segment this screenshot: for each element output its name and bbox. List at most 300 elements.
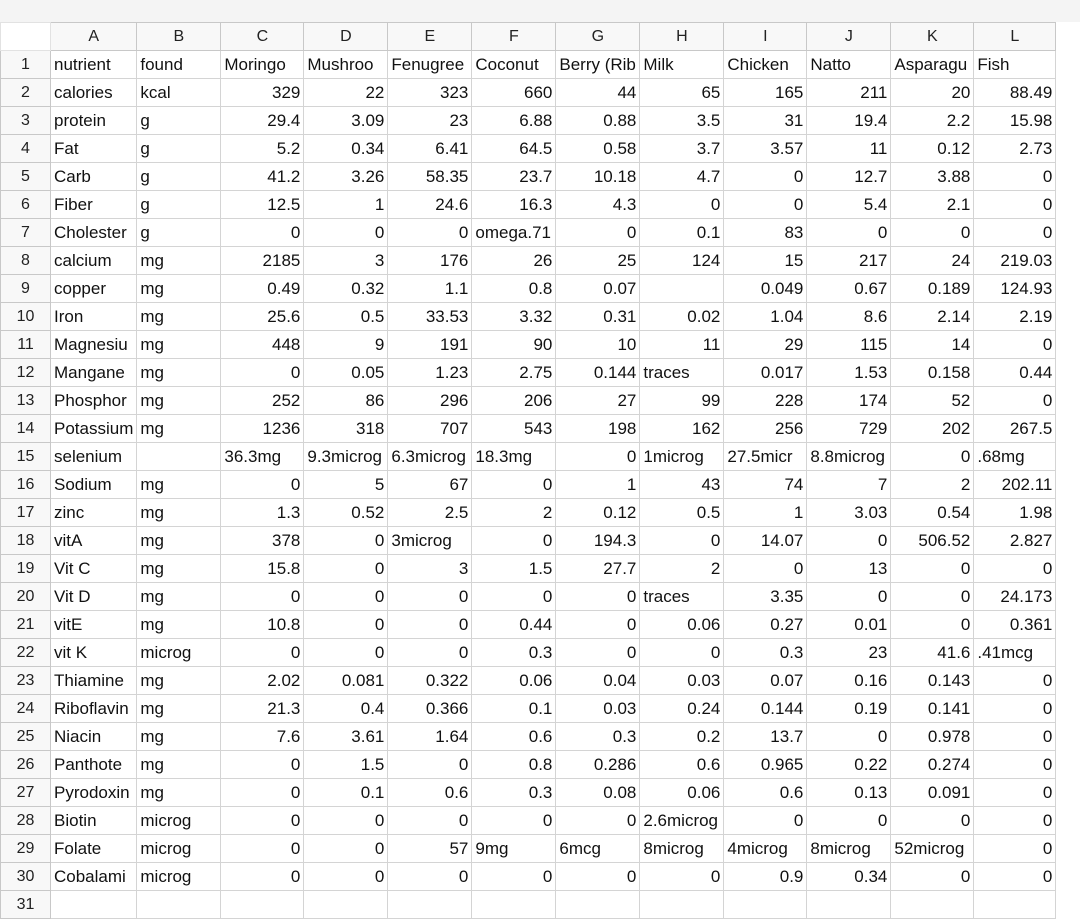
cell-i23[interactable]: 0.07 <box>724 667 807 695</box>
cell-e28[interactable]: 0 <box>388 807 472 835</box>
cell-f18[interactable]: 0 <box>472 527 556 555</box>
cell-a31[interactable] <box>51 891 137 919</box>
cell-a19[interactable]: Vit C <box>51 555 137 583</box>
cell-c1[interactable]: Moringo <box>221 51 304 79</box>
row-header[interactable]: 10 <box>1 303 51 331</box>
cell-d21[interactable]: 0 <box>304 611 388 639</box>
cell-l6[interactable]: 0 <box>974 191 1056 219</box>
cell-j22[interactable]: 23 <box>807 639 891 667</box>
cell-k17[interactable]: 0.54 <box>891 499 974 527</box>
cell-c8[interactable]: 2185 <box>221 247 304 275</box>
cell-k24[interactable]: 0.141 <box>891 695 974 723</box>
cell-c2[interactable]: 329 <box>221 79 304 107</box>
cell-h9[interactable] <box>640 275 724 303</box>
cell-h13[interactable]: 99 <box>640 387 724 415</box>
cell-f6[interactable]: 16.3 <box>472 191 556 219</box>
cell-l11[interactable]: 0 <box>974 331 1056 359</box>
cell-d12[interactable]: 0.05 <box>304 359 388 387</box>
cell-i19[interactable]: 0 <box>724 555 807 583</box>
cell-j24[interactable]: 0.19 <box>807 695 891 723</box>
cell-c3[interactable]: 29.4 <box>221 107 304 135</box>
cell-i2[interactable]: 165 <box>724 79 807 107</box>
cell-l2[interactable]: 88.49 <box>974 79 1056 107</box>
cell-g13[interactable]: 27 <box>556 387 640 415</box>
row-header[interactable]: 8 <box>1 247 51 275</box>
cell-k3[interactable]: 2.2 <box>891 107 974 135</box>
cell-a2[interactable]: calories <box>51 79 137 107</box>
cell-b5[interactable]: g <box>137 163 221 191</box>
cell-i14[interactable]: 256 <box>724 415 807 443</box>
cell-d23[interactable]: 0.081 <box>304 667 388 695</box>
cell-f16[interactable]: 0 <box>472 471 556 499</box>
column-header-f[interactable]: F <box>472 23 556 51</box>
cell-f19[interactable]: 1.5 <box>472 555 556 583</box>
cell-h4[interactable]: 3.7 <box>640 135 724 163</box>
cell-e17[interactable]: 2.5 <box>388 499 472 527</box>
cell-b9[interactable]: mg <box>137 275 221 303</box>
cell-c20[interactable]: 0 <box>221 583 304 611</box>
cell-l16[interactable]: 202.11 <box>974 471 1056 499</box>
cell-j14[interactable]: 729 <box>807 415 891 443</box>
cell-j6[interactable]: 5.4 <box>807 191 891 219</box>
cell-h24[interactable]: 0.24 <box>640 695 724 723</box>
row-header[interactable]: 12 <box>1 359 51 387</box>
cell-h21[interactable]: 0.06 <box>640 611 724 639</box>
cell-j15[interactable]: 8.8microg <box>807 443 891 471</box>
cell-g16[interactable]: 1 <box>556 471 640 499</box>
cell-b16[interactable]: mg <box>137 471 221 499</box>
cell-j8[interactable]: 217 <box>807 247 891 275</box>
row-header[interactable]: 13 <box>1 387 51 415</box>
cell-e12[interactable]: 1.23 <box>388 359 472 387</box>
cell-a9[interactable]: copper <box>51 275 137 303</box>
cell-k31[interactable] <box>891 891 974 919</box>
cell-d6[interactable]: 1 <box>304 191 388 219</box>
cell-g28[interactable]: 0 <box>556 807 640 835</box>
cell-c24[interactable]: 21.3 <box>221 695 304 723</box>
cell-c30[interactable]: 0 <box>221 863 304 891</box>
row-header[interactable]: 16 <box>1 471 51 499</box>
cell-h1[interactable]: Milk <box>640 51 724 79</box>
cell-f25[interactable]: 0.6 <box>472 723 556 751</box>
cell-i9[interactable]: 0.049 <box>724 275 807 303</box>
cell-j16[interactable]: 7 <box>807 471 891 499</box>
cell-l26[interactable]: 0 <box>974 751 1056 779</box>
cell-j17[interactable]: 3.03 <box>807 499 891 527</box>
cell-h19[interactable]: 2 <box>640 555 724 583</box>
row-header[interactable]: 28 <box>1 807 51 835</box>
cell-g27[interactable]: 0.08 <box>556 779 640 807</box>
cell-l19[interactable]: 0 <box>974 555 1056 583</box>
cell-k25[interactable]: 0.978 <box>891 723 974 751</box>
cell-a27[interactable]: Pyrodoxin <box>51 779 137 807</box>
cell-l12[interactable]: 0.44 <box>974 359 1056 387</box>
cell-c29[interactable]: 0 <box>221 835 304 863</box>
cell-e9[interactable]: 1.1 <box>388 275 472 303</box>
cell-b7[interactable]: g <box>137 219 221 247</box>
row-header[interactable]: 2 <box>1 79 51 107</box>
cell-l24[interactable]: 0 <box>974 695 1056 723</box>
cell-j11[interactable]: 115 <box>807 331 891 359</box>
cell-i10[interactable]: 1.04 <box>724 303 807 331</box>
cell-i28[interactable]: 0 <box>724 807 807 835</box>
cell-l17[interactable]: 1.98 <box>974 499 1056 527</box>
cell-e21[interactable]: 0 <box>388 611 472 639</box>
cell-j4[interactable]: 11 <box>807 135 891 163</box>
cell-g11[interactable]: 10 <box>556 331 640 359</box>
cell-j25[interactable]: 0 <box>807 723 891 751</box>
cell-j18[interactable]: 0 <box>807 527 891 555</box>
cell-c11[interactable]: 448 <box>221 331 304 359</box>
cell-k1[interactable]: Asparagu <box>891 51 974 79</box>
cell-c13[interactable]: 252 <box>221 387 304 415</box>
cell-e6[interactable]: 24.6 <box>388 191 472 219</box>
cell-g14[interactable]: 198 <box>556 415 640 443</box>
cell-h7[interactable]: 0.1 <box>640 219 724 247</box>
cell-k15[interactable]: 0 <box>891 443 974 471</box>
cell-l25[interactable]: 0 <box>974 723 1056 751</box>
cell-a7[interactable]: Cholester <box>51 219 137 247</box>
cell-l20[interactable]: 24.173 <box>974 583 1056 611</box>
cell-k2[interactable]: 20 <box>891 79 974 107</box>
cell-d29[interactable]: 0 <box>304 835 388 863</box>
cell-d4[interactable]: 0.34 <box>304 135 388 163</box>
cell-e5[interactable]: 58.35 <box>388 163 472 191</box>
cell-f4[interactable]: 64.5 <box>472 135 556 163</box>
column-header-b[interactable]: B <box>137 23 221 51</box>
cell-a6[interactable]: Fiber <box>51 191 137 219</box>
cell-h20[interactable]: traces <box>640 583 724 611</box>
cell-b13[interactable]: mg <box>137 387 221 415</box>
cell-j5[interactable]: 12.7 <box>807 163 891 191</box>
cell-h2[interactable]: 65 <box>640 79 724 107</box>
cell-k18[interactable]: 506.52 <box>891 527 974 555</box>
cell-i3[interactable]: 31 <box>724 107 807 135</box>
cell-l1[interactable]: Fish <box>974 51 1056 79</box>
cell-g17[interactable]: 0.12 <box>556 499 640 527</box>
cell-b31[interactable] <box>137 891 221 919</box>
cell-l5[interactable]: 0 <box>974 163 1056 191</box>
cell-h16[interactable]: 43 <box>640 471 724 499</box>
cell-b25[interactable]: mg <box>137 723 221 751</box>
cell-e20[interactable]: 0 <box>388 583 472 611</box>
cell-d1[interactable]: Mushroo <box>304 51 388 79</box>
cell-f27[interactable]: 0.3 <box>472 779 556 807</box>
row-header[interactable]: 1 <box>1 51 51 79</box>
cell-j7[interactable]: 0 <box>807 219 891 247</box>
cell-c6[interactable]: 12.5 <box>221 191 304 219</box>
cell-e13[interactable]: 296 <box>388 387 472 415</box>
cell-c19[interactable]: 15.8 <box>221 555 304 583</box>
cell-a24[interactable]: Riboflavin <box>51 695 137 723</box>
cell-g10[interactable]: 0.31 <box>556 303 640 331</box>
cell-d24[interactable]: 0.4 <box>304 695 388 723</box>
cell-c4[interactable]: 5.2 <box>221 135 304 163</box>
cell-l21[interactable]: 0.361 <box>974 611 1056 639</box>
cell-h11[interactable]: 11 <box>640 331 724 359</box>
cell-b1[interactable]: found <box>137 51 221 79</box>
cell-h29[interactable]: 8microg <box>640 835 724 863</box>
cell-g3[interactable]: 0.88 <box>556 107 640 135</box>
row-header[interactable]: 18 <box>1 527 51 555</box>
cell-d9[interactable]: 0.32 <box>304 275 388 303</box>
cell-f2[interactable]: 660 <box>472 79 556 107</box>
row-header[interactable]: 22 <box>1 639 51 667</box>
cell-i13[interactable]: 228 <box>724 387 807 415</box>
cell-k19[interactable]: 0 <box>891 555 974 583</box>
cell-l14[interactable]: 267.5 <box>974 415 1056 443</box>
cell-j20[interactable]: 0 <box>807 583 891 611</box>
cell-i12[interactable]: 0.017 <box>724 359 807 387</box>
cell-f28[interactable]: 0 <box>472 807 556 835</box>
cell-b17[interactable]: mg <box>137 499 221 527</box>
cell-i27[interactable]: 0.6 <box>724 779 807 807</box>
cell-l22[interactable]: .41mcg <box>974 639 1056 667</box>
cell-a4[interactable]: Fat <box>51 135 137 163</box>
cell-g8[interactable]: 25 <box>556 247 640 275</box>
cell-k9[interactable]: 0.189 <box>891 275 974 303</box>
cell-j31[interactable] <box>807 891 891 919</box>
column-header-d[interactable]: D <box>304 23 388 51</box>
cell-l7[interactable]: 0 <box>974 219 1056 247</box>
cell-e26[interactable]: 0 <box>388 751 472 779</box>
cell-c5[interactable]: 41.2 <box>221 163 304 191</box>
cell-e30[interactable]: 0 <box>388 863 472 891</box>
cell-e16[interactable]: 67 <box>388 471 472 499</box>
cell-i4[interactable]: 3.57 <box>724 135 807 163</box>
cell-l15[interactable]: .68mg <box>974 443 1056 471</box>
cell-d15[interactable]: 9.3microg <box>304 443 388 471</box>
cell-f26[interactable]: 0.8 <box>472 751 556 779</box>
cell-l30[interactable]: 0 <box>974 863 1056 891</box>
row-header[interactable]: 9 <box>1 275 51 303</box>
cell-l8[interactable]: 219.03 <box>974 247 1056 275</box>
cell-a13[interactable]: Phosphor <box>51 387 137 415</box>
cell-i30[interactable]: 0.9 <box>724 863 807 891</box>
cell-e8[interactable]: 176 <box>388 247 472 275</box>
cell-f12[interactable]: 2.75 <box>472 359 556 387</box>
cell-b22[interactable]: microg <box>137 639 221 667</box>
cell-h26[interactable]: 0.6 <box>640 751 724 779</box>
row-header[interactable]: 4 <box>1 135 51 163</box>
cell-e29[interactable]: 57 <box>388 835 472 863</box>
cell-a1[interactable]: nutrient <box>51 51 137 79</box>
cell-l29[interactable]: 0 <box>974 835 1056 863</box>
cell-h31[interactable] <box>640 891 724 919</box>
row-header[interactable]: 15 <box>1 443 51 471</box>
cell-i17[interactable]: 1 <box>724 499 807 527</box>
cell-f23[interactable]: 0.06 <box>472 667 556 695</box>
cell-g9[interactable]: 0.07 <box>556 275 640 303</box>
column-header-g[interactable]: G <box>556 23 640 51</box>
cell-a20[interactable]: Vit D <box>51 583 137 611</box>
row-header[interactable]: 21 <box>1 611 51 639</box>
cell-a17[interactable]: zinc <box>51 499 137 527</box>
cell-i5[interactable]: 0 <box>724 163 807 191</box>
cell-l13[interactable]: 0 <box>974 387 1056 415</box>
cell-g19[interactable]: 27.7 <box>556 555 640 583</box>
cell-d8[interactable]: 3 <box>304 247 388 275</box>
cell-h22[interactable]: 0 <box>640 639 724 667</box>
cell-b19[interactable]: mg <box>137 555 221 583</box>
cell-c27[interactable]: 0 <box>221 779 304 807</box>
cell-f1[interactable]: Coconut <box>472 51 556 79</box>
cell-c31[interactable] <box>221 891 304 919</box>
cell-c22[interactable]: 0 <box>221 639 304 667</box>
cell-a23[interactable]: Thiamine <box>51 667 137 695</box>
cell-i15[interactable]: 27.5micr <box>724 443 807 471</box>
cell-i21[interactable]: 0.27 <box>724 611 807 639</box>
cell-d13[interactable]: 86 <box>304 387 388 415</box>
cell-g6[interactable]: 4.3 <box>556 191 640 219</box>
cell-j30[interactable]: 0.34 <box>807 863 891 891</box>
cell-e2[interactable]: 323 <box>388 79 472 107</box>
cell-c9[interactable]: 0.49 <box>221 275 304 303</box>
row-header[interactable]: 3 <box>1 107 51 135</box>
cell-d25[interactable]: 3.61 <box>304 723 388 751</box>
cell-j21[interactable]: 0.01 <box>807 611 891 639</box>
cell-j2[interactable]: 211 <box>807 79 891 107</box>
cell-k28[interactable]: 0 <box>891 807 974 835</box>
cell-f13[interactable]: 206 <box>472 387 556 415</box>
cell-a15[interactable]: selenium <box>51 443 137 471</box>
cell-j19[interactable]: 13 <box>807 555 891 583</box>
cell-a18[interactable]: vitA <box>51 527 137 555</box>
cell-i7[interactable]: 83 <box>724 219 807 247</box>
cell-e15[interactable]: 6.3microg <box>388 443 472 471</box>
cell-g26[interactable]: 0.286 <box>556 751 640 779</box>
cell-j10[interactable]: 8.6 <box>807 303 891 331</box>
cell-d30[interactable]: 0 <box>304 863 388 891</box>
cell-i18[interactable]: 14.07 <box>724 527 807 555</box>
cell-j13[interactable]: 174 <box>807 387 891 415</box>
cell-d16[interactable]: 5 <box>304 471 388 499</box>
cell-k29[interactable]: 52microg <box>891 835 974 863</box>
cell-e31[interactable] <box>388 891 472 919</box>
cell-h15[interactable]: 1microg <box>640 443 724 471</box>
cell-f20[interactable]: 0 <box>472 583 556 611</box>
cell-a8[interactable]: calcium <box>51 247 137 275</box>
cell-a5[interactable]: Carb <box>51 163 137 191</box>
cell-e19[interactable]: 3 <box>388 555 472 583</box>
cell-c21[interactable]: 10.8 <box>221 611 304 639</box>
cell-e4[interactable]: 6.41 <box>388 135 472 163</box>
cell-g21[interactable]: 0 <box>556 611 640 639</box>
cell-f30[interactable]: 0 <box>472 863 556 891</box>
cell-j1[interactable]: Natto <box>807 51 891 79</box>
cell-k10[interactable]: 2.14 <box>891 303 974 331</box>
cell-c12[interactable]: 0 <box>221 359 304 387</box>
cell-h10[interactable]: 0.02 <box>640 303 724 331</box>
cell-e10[interactable]: 33.53 <box>388 303 472 331</box>
cell-c14[interactable]: 1236 <box>221 415 304 443</box>
cell-b28[interactable]: microg <box>137 807 221 835</box>
cell-i1[interactable]: Chicken <box>724 51 807 79</box>
cell-g12[interactable]: 0.144 <box>556 359 640 387</box>
column-header-j[interactable]: J <box>807 23 891 51</box>
cell-b11[interactable]: mg <box>137 331 221 359</box>
cell-d3[interactable]: 3.09 <box>304 107 388 135</box>
cell-e7[interactable]: 0 <box>388 219 472 247</box>
column-header-e[interactable]: E <box>388 23 472 51</box>
cell-e14[interactable]: 707 <box>388 415 472 443</box>
cell-i29[interactable]: 4microg <box>724 835 807 863</box>
row-header[interactable]: 31 <box>1 891 51 919</box>
cell-a30[interactable]: Cobalami <box>51 863 137 891</box>
cell-j27[interactable]: 0.13 <box>807 779 891 807</box>
cell-c18[interactable]: 378 <box>221 527 304 555</box>
cell-c23[interactable]: 2.02 <box>221 667 304 695</box>
cell-l10[interactable]: 2.19 <box>974 303 1056 331</box>
cell-c7[interactable]: 0 <box>221 219 304 247</box>
cell-f3[interactable]: 6.88 <box>472 107 556 135</box>
cell-d18[interactable]: 0 <box>304 527 388 555</box>
cell-i20[interactable]: 3.35 <box>724 583 807 611</box>
cell-e11[interactable]: 191 <box>388 331 472 359</box>
cell-f14[interactable]: 543 <box>472 415 556 443</box>
cell-i25[interactable]: 13.7 <box>724 723 807 751</box>
row-header[interactable]: 11 <box>1 331 51 359</box>
cell-e27[interactable]: 0.6 <box>388 779 472 807</box>
cell-a10[interactable]: Iron <box>51 303 137 331</box>
cell-d14[interactable]: 318 <box>304 415 388 443</box>
cell-f7[interactable]: omega.71 <box>472 219 556 247</box>
cell-f10[interactable]: 3.32 <box>472 303 556 331</box>
cell-g4[interactable]: 0.58 <box>556 135 640 163</box>
cell-e25[interactable]: 1.64 <box>388 723 472 751</box>
cell-k14[interactable]: 202 <box>891 415 974 443</box>
row-header[interactable]: 26 <box>1 751 51 779</box>
cell-g20[interactable]: 0 <box>556 583 640 611</box>
cell-f8[interactable]: 26 <box>472 247 556 275</box>
cell-k8[interactable]: 24 <box>891 247 974 275</box>
cell-j9[interactable]: 0.67 <box>807 275 891 303</box>
cell-h3[interactable]: 3.5 <box>640 107 724 135</box>
cell-g30[interactable]: 0 <box>556 863 640 891</box>
cell-g5[interactable]: 10.18 <box>556 163 640 191</box>
cell-g23[interactable]: 0.04 <box>556 667 640 695</box>
cell-f15[interactable]: 18.3mg <box>472 443 556 471</box>
cell-f21[interactable]: 0.44 <box>472 611 556 639</box>
cell-f5[interactable]: 23.7 <box>472 163 556 191</box>
cell-a11[interactable]: Magnesiu <box>51 331 137 359</box>
cell-g31[interactable] <box>556 891 640 919</box>
cell-b30[interactable]: microg <box>137 863 221 891</box>
cell-l18[interactable]: 2.827 <box>974 527 1056 555</box>
cell-k21[interactable]: 0 <box>891 611 974 639</box>
cell-d26[interactable]: 1.5 <box>304 751 388 779</box>
cell-j3[interactable]: 19.4 <box>807 107 891 135</box>
cell-g18[interactable]: 194.3 <box>556 527 640 555</box>
cell-e22[interactable]: 0 <box>388 639 472 667</box>
cell-d7[interactable]: 0 <box>304 219 388 247</box>
cell-h30[interactable]: 0 <box>640 863 724 891</box>
cell-f22[interactable]: 0.3 <box>472 639 556 667</box>
column-header-i[interactable]: I <box>724 23 807 51</box>
cell-f29[interactable]: 9mg <box>472 835 556 863</box>
row-header[interactable]: 14 <box>1 415 51 443</box>
cell-g7[interactable]: 0 <box>556 219 640 247</box>
cell-i24[interactable]: 0.144 <box>724 695 807 723</box>
cell-b10[interactable]: mg <box>137 303 221 331</box>
cell-a26[interactable]: Panthote <box>51 751 137 779</box>
column-header-h[interactable]: H <box>640 23 724 51</box>
cell-b2[interactable]: kcal <box>137 79 221 107</box>
cell-l28[interactable]: 0 <box>974 807 1056 835</box>
select-all-corner[interactable] <box>1 23 51 51</box>
cell-b18[interactable]: mg <box>137 527 221 555</box>
cell-l27[interactable]: 0 <box>974 779 1056 807</box>
